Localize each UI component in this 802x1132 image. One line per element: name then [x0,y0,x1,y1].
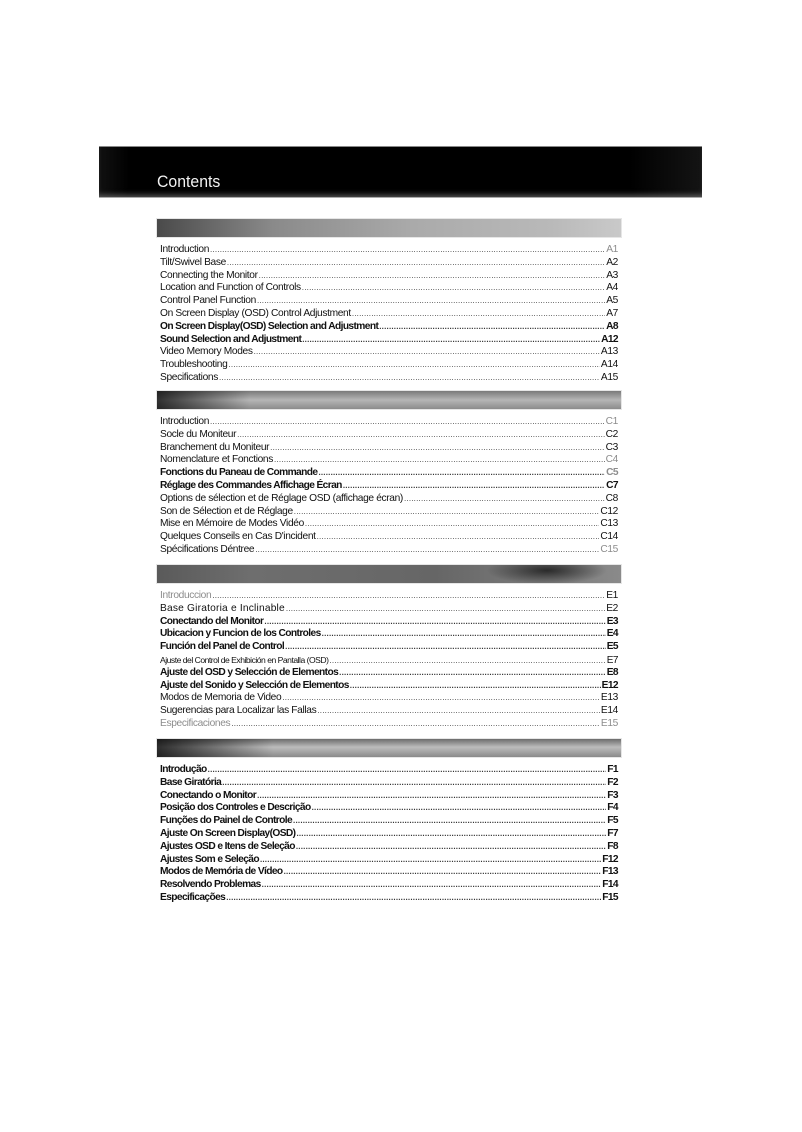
toc-entry-page: E13 [600,692,618,704]
dot-leader [379,321,605,334]
toc-entry[interactable] [160,257,618,270]
toc-entry[interactable] [160,295,618,308]
dot-leader [212,590,605,603]
toc-entry-label: Ajustes OSD e Itens de Seleção [160,840,295,852]
toc-entry[interactable] [160,777,618,790]
toc-entry[interactable] [160,641,618,654]
dot-leader [274,454,605,467]
toc-entry-label: Control Panel Function [160,295,256,307]
dot-leader [228,359,599,372]
toc-entry-page: A1 [606,244,618,255]
toc-entry-page: A5 [606,295,618,307]
toc-entry[interactable] [160,879,618,892]
toc-entry-page: F5 [607,815,618,827]
toc-entry[interactable] [160,802,618,815]
toc-entry[interactable] [160,270,618,283]
toc-entry[interactable] [160,590,618,603]
dot-leader [294,506,600,519]
toc-entry-page: F2 [607,776,618,788]
toc-entry[interactable] [160,790,618,803]
toc-entry-label: Quelques Conseils en Cas D'incident [160,531,316,543]
dot-leader [350,680,601,693]
toc-entry-page: C3 [605,441,618,453]
toc-entry-label: Mise en Mémoire de Modes Vidéo [160,518,304,530]
toc-entry[interactable] [160,308,618,321]
toc-entry-label: Options de sélection et de Réglage OSD (affichage écran) [160,492,403,504]
toc-entry[interactable] [160,628,618,641]
dot-leader [296,828,606,841]
toc-entry-page: A4 [606,282,618,294]
dot-leader [284,866,602,879]
toc-entry[interactable] [160,692,618,705]
toc-entry-label: Ajuste del OSD y Selección de Elementos [160,666,339,678]
toc-entry-page: A2 [606,256,618,268]
toc-entry-page: F13 [602,866,618,878]
toc-entry[interactable] [160,531,618,544]
toc-entry[interactable] [160,616,618,629]
toc-entry-label: Nomenclature et Fonctions [160,454,273,466]
toc-entry-label: Modos de Memória de Vídeo [160,866,283,878]
toc-entry[interactable] [160,467,618,480]
dot-leader [293,815,606,828]
toc-entry-page: E3 [606,615,618,627]
dot-leader [302,334,600,347]
toc-entry-page: A13 [600,346,618,358]
dot-leader [219,372,600,385]
toc-entry-label: Especificações [160,891,226,903]
section-divider-bar [156,564,622,584]
toc-entry-label: Conectando del Monitor [160,615,264,627]
toc-entry[interactable] [160,359,618,372]
toc-entry-label: Ajuste On Screen Display(OSD) [160,827,296,839]
toc-entry[interactable] [160,334,618,347]
toc-entry[interactable] [160,815,618,828]
toc-entry-page: C12 [600,505,618,517]
toc-entry[interactable] [160,442,618,455]
dot-leader [210,416,605,429]
dot-leader [317,531,600,544]
dot-leader [352,308,605,321]
toc-entry[interactable] [160,866,618,879]
dot-leader [237,429,605,442]
contents-header-band [99,146,702,198]
toc-entry[interactable] [160,416,618,429]
dot-leader [227,257,605,270]
toc-entry-label: Posição dos Controles e Descrição [160,802,311,814]
toc-entry-page: F7 [607,827,618,839]
toc-entry-page: C5 [606,467,618,479]
toc-entry[interactable] [160,718,618,731]
toc-entry[interactable] [160,429,618,442]
toc-entry[interactable] [160,680,618,693]
toc-entry-page: E14 [600,705,618,717]
toc-entry-page: E15 [600,717,618,729]
toc-entry-label: Resolvendo Problemas [160,879,261,891]
dot-leader [270,442,605,455]
toc-entry-label: Función del Panel de Control [160,641,285,653]
toc-entry-page: C2 [605,428,618,440]
toc-entry-page: F15 [602,891,618,903]
toc-entry-label: Introduction [160,244,210,255]
toc-entry[interactable] [160,828,618,841]
toc-entry-page: C15 [600,543,618,555]
toc-entry-label: Sound Selection and Adjustment [160,333,302,345]
toc-entry-label: Ajuste del Control de Exhibición en Pantalla (OSD) [160,654,329,665]
toc-entry-page: E2 [606,602,618,614]
page-title: Contents [157,172,221,191]
dot-leader [255,544,599,557]
dot-leader [305,518,599,531]
toc-entry-label: Branchement du Moniteur [160,441,270,453]
toc-entry-page: E12 [601,679,618,691]
toc-entry-label: Location and Function of Controls [160,282,301,294]
dot-leader [222,777,606,790]
toc-entry-label: Fonctions du Paneau de Commande [160,467,318,479]
toc-entry-label: Réglage des Commandes Affichage Écran [160,479,342,491]
toc-entry-label: Base Giratoria e Inclinable [160,602,285,614]
toc-entry[interactable] [160,244,618,257]
dot-leader [260,854,601,867]
toc-entry-label: Son de Sélection et de Réglage [160,505,293,517]
dot-leader [296,841,606,854]
dot-leader [322,628,606,641]
dot-leader [210,244,605,257]
section-english [156,218,622,385]
dot-leader [257,790,606,803]
toc-entry[interactable] [160,506,618,519]
toc-entry-page: A12 [601,333,618,345]
toc-list [160,416,618,557]
toc-entry-page: F14 [602,879,618,891]
toc-entry[interactable] [160,667,618,680]
toc-entry[interactable] [160,282,618,295]
toc-entry[interactable] [160,603,618,616]
toc-entry[interactable] [160,493,618,506]
dot-leader [208,764,607,777]
section-french [156,390,622,557]
section-divider-bar [156,390,622,410]
toc-entry-page: C8 [605,492,618,504]
toc-entry-label: Conectando o Monitor [160,789,257,801]
dot-leader [226,892,601,905]
toc-entry-label: Socle du Moniteur [160,428,237,440]
toc-entry-page: A15 [600,371,618,383]
toc-entry-label: Ajustes Som e Seleção [160,853,259,865]
toc-entry-page: C1 [605,416,618,427]
toc-entry-label: On Screen Display(OSD) Selection and Adjustment [160,320,379,332]
toc-entry-page: A7 [606,307,618,319]
toc-entry-label: Specifications [160,371,218,383]
section-divider-bar [156,738,622,758]
toc-entry[interactable] [160,841,618,854]
toc-list [160,764,618,905]
toc-entry-label: Spécifications Déntree [160,543,255,555]
toc-entry[interactable] [160,346,618,359]
toc-entry-page: F12 [602,853,618,865]
toc-entry-page: E7 [606,654,618,666]
toc-entry[interactable] [160,854,618,867]
toc-entry[interactable] [160,372,618,385]
toc-entry-label: Video Memory Modes [160,346,253,358]
section-spanish [156,564,622,731]
toc-entry-label: Ubicacion y Funcion de los Controles [160,628,321,640]
section-portuguese [156,738,622,905]
toc-entry-page: A14 [600,359,618,371]
toc-entry-page: E8 [606,666,618,678]
toc-entry-page: F1 [607,764,618,775]
toc-entry[interactable] [160,705,618,718]
toc-entry-page: A3 [606,269,618,281]
toc-entry[interactable] [160,892,618,905]
toc-entry[interactable] [160,321,618,334]
toc-entry-label: Connecting the Monitor [160,269,258,281]
toc-entry[interactable] [160,518,618,531]
toc-entry-page: C13 [600,518,618,530]
toc-entry[interactable] [160,654,618,667]
section-divider-bar [156,218,622,238]
toc-entry-page: C14 [600,531,618,543]
dot-leader [286,603,605,616]
toc-list [160,244,618,385]
dot-leader [262,879,602,892]
toc-entry-label: Base Giratória [160,776,222,788]
dot-leader [343,480,605,493]
toc-entry-page: C4 [605,454,618,466]
dot-leader [257,295,605,308]
toc-entry-label: Introdução [160,764,207,775]
dot-leader [282,692,600,705]
toc-entry-label: On Screen Display (OSD) Control Adjustment [160,307,351,319]
dot-leader [312,802,607,815]
toc-entry-page: E1 [606,590,618,601]
toc-entry[interactable] [160,454,618,467]
toc-entry-label: Funções do Painel de Controle [160,815,293,827]
toc-entry-label: Tilt/Swivel Base [160,256,226,268]
dot-leader [339,667,606,680]
dot-leader [254,346,600,359]
toc-entry-label: Especificaciones [160,717,231,729]
toc-entry-page: A8 [606,320,618,332]
toc-entry-page: F3 [607,789,618,801]
toc-entry[interactable] [160,764,618,777]
toc-entry-page: C7 [606,479,618,491]
toc-entry-label: Introduccion [160,590,212,601]
dot-leader [318,467,605,480]
toc-entry-label: Sugerencias para Localizar las Fallas [160,705,317,717]
dot-leader [302,282,605,295]
dot-leader [259,270,606,283]
dot-leader [285,641,606,654]
toc-entry-page: E5 [606,641,618,653]
toc-entry[interactable] [160,480,618,493]
toc-entry-page: E4 [606,628,618,640]
toc-entry-label: Ajuste del Sonido y Selección de Elementos [160,679,349,691]
toc-entry-label: Troubleshooting [160,359,228,371]
toc-entry[interactable] [160,544,618,557]
toc-entry-page: F8 [607,840,618,852]
toc-entry-label: Modos de Memoria de Video [160,692,282,704]
toc-entry-label: Introduction [160,416,210,427]
dot-leader [317,705,600,718]
toc-list [160,590,618,731]
dot-leader [404,493,605,506]
dot-leader [231,718,600,731]
dot-leader [264,616,605,629]
toc-entry-page: F4 [607,802,618,814]
